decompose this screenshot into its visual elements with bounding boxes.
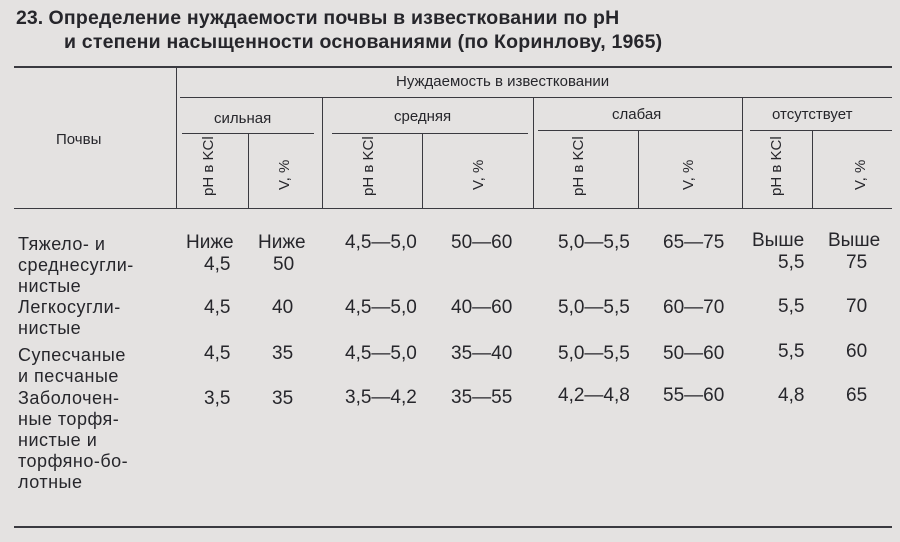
header-bottom-rule (14, 208, 892, 209)
table-cell: 4,5 (204, 343, 231, 364)
table-cell: Ниже 4,5 (186, 232, 234, 275)
group-absent: отсутствует (772, 106, 853, 123)
table-cell: 4,2—4,8 (558, 385, 630, 406)
soil-name-row-4: Заболочен- ные торфя- нистые и торфяно-бо- лотные (18, 388, 129, 492)
table-cell: 35 (272, 343, 294, 364)
table-cell: Выше 75 (828, 230, 881, 273)
title-line-1: Определение нуждаемости почвы в известковании по рН (48, 7, 620, 29)
table-cell: 50—60 (451, 232, 513, 253)
table-cell: 3,5—4,2 (345, 387, 417, 408)
table-cell: Ниже 50 (258, 232, 306, 275)
need-header: Нуждаемость в известковании (396, 73, 610, 90)
ph-header-4: pH в KCl (768, 136, 785, 196)
table-cell: 5,0—5,5 (558, 232, 630, 253)
ph-header-3: pH в KCl (570, 136, 587, 196)
table-cell: 65 (846, 385, 868, 406)
table-cell: 4,5—5,0 (345, 297, 417, 318)
group-divider-2 (533, 98, 534, 208)
group-rule-2 (332, 133, 528, 134)
table-cell: 55—60 (663, 385, 725, 406)
need-rule (180, 97, 892, 98)
table-cell: 35 (272, 388, 294, 409)
v-header-4: V, % (852, 159, 869, 190)
sub-divider-2 (422, 134, 423, 208)
table-cell: 65—75 (663, 232, 725, 253)
table-cell: 4,8 (778, 385, 805, 406)
soils-column-divider (176, 68, 177, 208)
v-header-2: V, % (470, 159, 487, 190)
table-cell: 5,0—5,5 (558, 297, 630, 318)
sub-divider-1 (248, 134, 249, 208)
table-cell: 50—60 (663, 343, 725, 364)
ph-header-1: pH в KCl (200, 136, 217, 196)
v-header-1: V, % (276, 159, 293, 190)
group-divider-1 (322, 98, 323, 208)
soil-name-row-3: Супесчаные и песчаные (18, 345, 126, 386)
ph-header-2: pH в KCl (360, 136, 377, 196)
group-divider-3 (742, 98, 743, 208)
table-cell: 4,5—5,0 (345, 232, 417, 253)
table-cell: 35—55 (451, 387, 513, 408)
table-cell: 70 (846, 296, 868, 317)
sub-divider-4 (812, 131, 813, 208)
table-number: 23. (16, 7, 44, 29)
group-strong: сильная (214, 110, 272, 127)
table-cell: 60—70 (663, 297, 725, 318)
table-title (16, 6, 663, 53)
group-medium: средняя (394, 108, 452, 125)
group-rule-4 (750, 130, 892, 131)
table-cell: 4,5 (204, 297, 231, 318)
soil-name-row-2: Легкосугли- нистые (18, 297, 121, 338)
v-header-3: V, % (680, 159, 697, 190)
table-cell: Выше 5,5 (752, 230, 805, 273)
bottom-rule (14, 526, 892, 528)
sub-divider-3 (638, 131, 639, 208)
soil-name-row-1: Тяжело- и среднесугли- нистые (18, 234, 134, 296)
table-cell: 3,5 (204, 388, 231, 409)
table-cell: 5,5 (778, 296, 805, 317)
table-cell: 35—40 (451, 343, 513, 364)
top-rule (14, 66, 892, 68)
table-cell: 5,5 (778, 341, 805, 362)
group-weak: слабая (612, 106, 662, 123)
table-cell: 40 (272, 297, 294, 318)
group-rule-3 (538, 130, 742, 131)
soils-header: Почвы (56, 131, 102, 148)
table-cell: 40—60 (451, 297, 513, 318)
table-cell: 60 (846, 341, 868, 362)
table-cell: 5,0—5,5 (558, 343, 630, 364)
table-cell: 4,5—5,0 (345, 343, 417, 364)
title-line-2: и степени насыщенности основаниями (по Коринлову, 1965) (64, 31, 663, 53)
